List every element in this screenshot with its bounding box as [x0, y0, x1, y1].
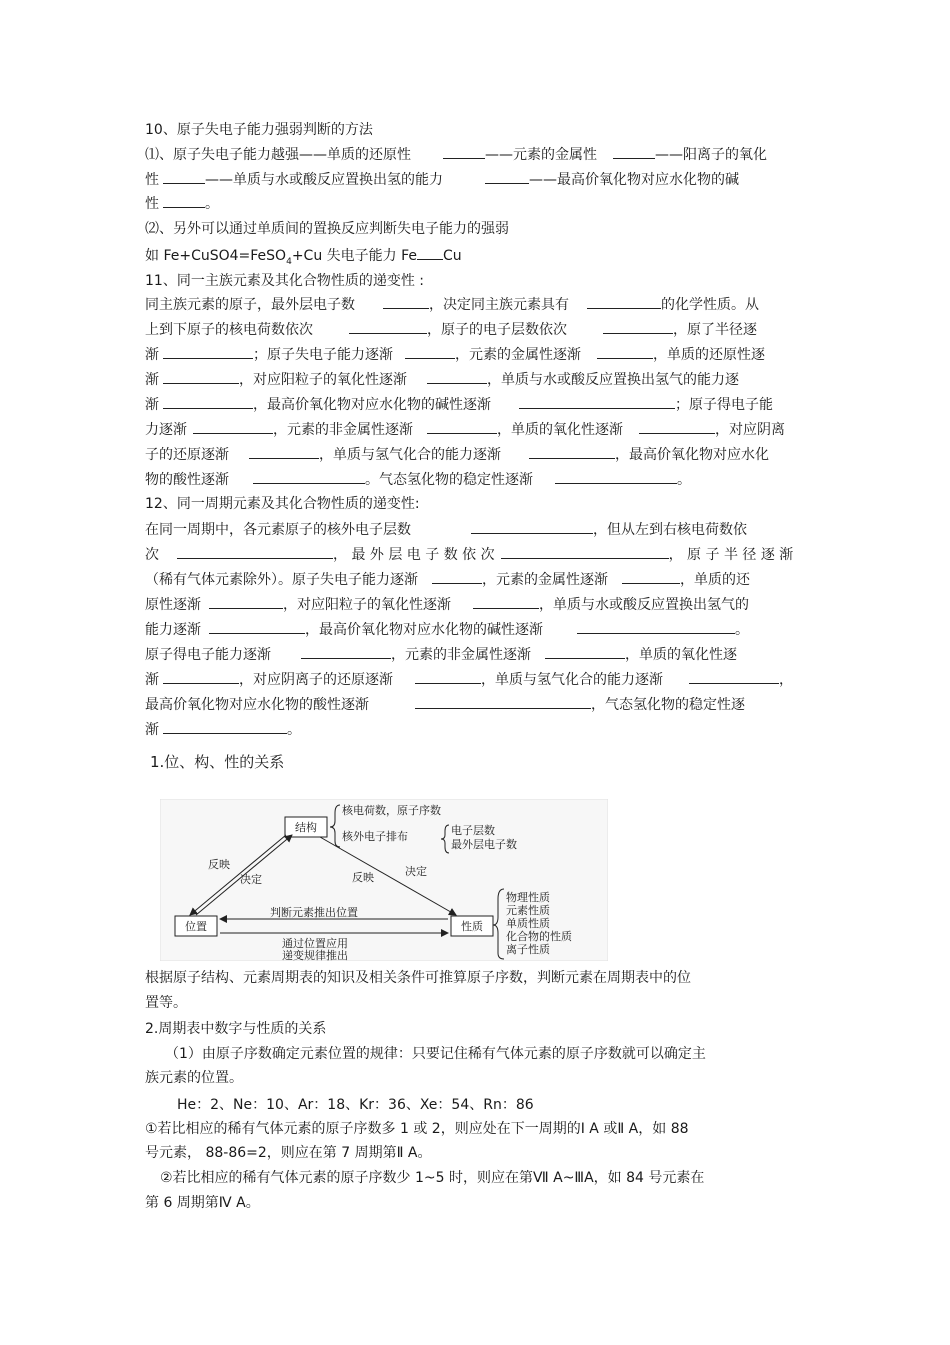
s11-line-1: 同主族元素的原子，最外层电子数 ，决定同主族元素具有 的化学性质。从 — [145, 294, 759, 315]
s11-line-5: 渐 ，最高价氧化物对应水化物的碱性逐渐 ；原子得电子能 — [145, 394, 773, 415]
s12-line-2: 次 ， 最 外 层 电 子 数 依 次 ， 原 子 半 径 逐 渐 — [145, 544, 793, 565]
s11-line-3: 渐 ；原子失电子能力逐渐 ，元素的金属性逐渐 ，单质的还原性逐 — [145, 344, 765, 365]
structure-label: 结构 — [295, 821, 317, 834]
part-2-rule-1: （1）由原子序数确定元素位置的规律：只要记住稀有气体元素的原子序数就可以确定主 — [165, 1046, 706, 1062]
noble-gas-numbers: He：2、Ne：10、Ar：18、Kr：36、Xe：54、Rn：86 — [177, 1097, 534, 1113]
s10-line-4: ⑵、另外可以通过单质间的置换反应判断失电子能力的强弱 — [145, 221, 509, 237]
s12-line-1: 在同一周期中，各元素原子的核外电子层数 ，但从左到右核电荷数依 — [145, 519, 747, 540]
s12-line-4: 原性逐渐 ，对应阳粒子的氧化性逐渐 ，单质与水或酸反应置换出氢气的 — [145, 594, 749, 615]
apply-label-1: 通过位置应用 — [282, 937, 348, 950]
section-12-title: 12、同一周期元素及其化合物性质的递变性: — [145, 496, 420, 512]
position-label: 位置 — [185, 920, 207, 933]
section-10-title: 10、原子失电子能力强弱判断的方法 — [145, 122, 373, 138]
p-item-4: 化合物的性质 — [506, 930, 572, 943]
case-1-line-2: 号元素， 88-86=2，则应在第 7 周期第Ⅱ A。 — [145, 1145, 432, 1161]
determine-label-left: 决定 — [240, 873, 262, 886]
reflect-label-left: 反映 — [208, 858, 230, 871]
s10-line-1: ⑴、原子失电子能力越强——单质的还原性 ——元素的金属性 ——阳离子的氧化 — [145, 144, 767, 165]
s12-line-7: 渐 ，对应阴离子的还原逐渐 ，单质与氢气化合的能力逐渐 ， — [145, 669, 793, 690]
s-sub-1: 电子层数 — [451, 824, 495, 837]
s12-line-3: （稀有气体元素除外）。原子失电子能力逐渐 ，元素的金属性逐渐 ，单质的还 — [145, 569, 750, 590]
part-1-para-1: 根据原子结构、元素周期表的知识及相关条件可推算原子序数，判断元素在周期表中的位 — [145, 970, 691, 986]
structure-position-property-diagram — [160, 799, 608, 961]
part-1-para-2: 置等。 — [145, 995, 187, 1011]
s10-line-2: 性 ——单质与水或酸反应置换出氢的能力 ——最高价氧化物对应水化物的碱 — [145, 169, 739, 190]
s-item-2: 核外电子排布 — [342, 830, 408, 843]
p-item-5: 离子性质 — [506, 943, 550, 956]
s11-line-8: 物的酸性逐渐 。气态氢化物的稳定性逐渐 。 — [145, 469, 691, 490]
s11-line-7: 子的还原逐渐 ，单质与氢气化合的能力逐渐 ，最高价氧化物对应水化 — [145, 444, 769, 465]
part-2-rule-2: 族元素的位置。 — [145, 1070, 243, 1086]
s12-line-9: 渐 。 — [145, 719, 301, 740]
s-item-1: 核电荷数，原子序数 — [342, 804, 441, 817]
case-1-line-1: ①若比相应的稀有气体元素的原子序数多 1 或 2，则应处在下一周期的Ⅰ A 或Ⅱ A，如 88 — [145, 1121, 689, 1137]
judge-label: 判断元素推出位置 — [270, 906, 358, 919]
p-item-3: 单质性质 — [506, 917, 550, 930]
apply-label-2: 递变规律推出 — [282, 949, 348, 961]
s12-line-8: 最高价氧化物对应水化物的酸性逐渐 ，气态氢化物的稳定性逐 — [145, 694, 745, 715]
reflect-label-right: 反映 — [352, 871, 374, 884]
s-sub-2: 最外层电子数 — [451, 838, 517, 851]
s10-line-5: 如 Fe+CuSO4=FeSO$_4$+Cu 失电子能力 Fe Cu — [145, 245, 462, 272]
s12-line-5: 能力逐渐 ，最高价氧化物对应水化物的碱性逐渐 。 — [145, 619, 749, 640]
part-2-title: 2.周期表中数字与性质的关系 — [145, 1021, 327, 1037]
section-11-title: 11、同一主族元素及其化合物性质的递变性 : — [145, 273, 424, 289]
determine-label-right: 决定 — [405, 865, 427, 878]
property-label: 性质 — [461, 920, 483, 933]
case-2-line-2: 第 6 周期第Ⅳ A。 — [145, 1195, 260, 1211]
s11-line-4: 渐 ，对应阳粒子的氧化性逐渐 ，单质与水或酸反应置换出氢气的能力逐 — [145, 369, 739, 390]
case-2-line-1: ②若比相应的稀有气体元素的原子序数少 1~5 时，则应在第Ⅶ A~ⅢA，如 84 号元素在 — [160, 1170, 705, 1186]
s11-line-2: 上到下原子的核电荷数依次 ，原子的电子层数依次 ，原了半径逐 — [145, 319, 757, 340]
p-item-2: 元素性质 — [506, 904, 550, 917]
s12-line-6: 原子得电子能力逐渐 ，元素的非金属性逐渐 ，单质的氧化性逐 — [145, 644, 737, 665]
s11-line-6: 力逐渐 ，元素的非金属性逐渐 ，单质的氧化性逐渐 ，对应阴离 — [145, 419, 785, 440]
p-item-1: 物理性质 — [506, 891, 550, 904]
part-1-title: 1.位、构、性的关系 — [150, 753, 285, 771]
s10-line-3: 性 。 — [145, 193, 219, 214]
